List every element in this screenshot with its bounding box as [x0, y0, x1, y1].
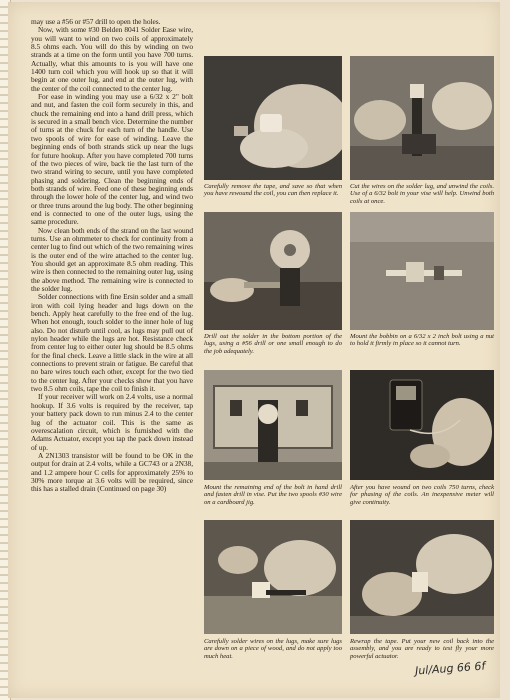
caption: Mount the remaining end of the bolt in hand drill and fasten drill in vise. Put the two spools #30 wire on a cardboard jig. [204, 484, 342, 506]
caption: Carefully solder wires on the lugs, make sure lugs are down on a piece of wood, and do not apply too much heat. [204, 638, 342, 660]
caption: After you have wound on two coils 750 turns, check for phasing of the coils. An inexpensive meter will give continuity. [350, 484, 494, 506]
photo-drill-out-solder [204, 212, 342, 330]
photo-rewrap-tape [350, 520, 494, 634]
article-paragraph: If your receiver will work on 2.4 volts, use a normal hookup. If 3.6 volts is required by the receiver, tap your battery pack down to run minus 2.4 to the center lug of the actuator coil. This is the same as overescalation circuit, which is furnished with the Adams Actuator, except you tap the pack down instead of up. [31, 392, 193, 452]
article-text-column [31, 18, 193, 494]
photo-cut-wires [350, 56, 494, 180]
photo-remove-tape [204, 56, 342, 180]
caption: Mount the bobbin on a 6/32 x 2 inch bolt using a nut to hold it firmly in place so it cannot turn. [350, 333, 494, 348]
photo-mount-bobbin [350, 212, 494, 330]
article-paragraph: Now, with some #30 Belden 8041 Solder Ease wire, you will want to wind on two coils of approximately 8.5 ohms each. You will do this by winding on two strands at a time on the form until you have 700 turns. Actually, what this amounts to is you will have one 1400 turn coil which you will hook up so that it will begin at one outer lug, and end at the outer lug, with the center of the coil connected to the center lug. [31, 25, 193, 93]
caption: Rewrap the tape. Put your new coil back into the assembly, and you are ready to test fly your more powerful actuator. [350, 638, 494, 660]
article-paragraph: Now clean both ends of the strand on the last wound turns. Use an ohmmeter to check for continuity from a center lug to find out which of the two remaining wires is the outer end of the wire attached to the center lug. You should get an approximate 8.5 ohm reading. This wire is then connected to the remaining outer lug, using the above method. The remaining wire is connected to the solder lug. [31, 225, 193, 293]
article-paragraph: Solder connections with fine Ersin solder and a small iron with coil lying header and lugs down on the bench. Apply heat carefully to the free end of the lug. When hot enough, touch solder to the inner hole of lug also. Do not disturb until cool, as lugs may pull out of nylon header while the lugs are hot. Resistance check from center lug to either outer lug should be 8.5 ohms for the final check. Leave a little slack in the wire at all connections to prevent strain or fatigue. Be careful that no bare wires touch each other, except for the two tied to the center lug. After your checks show that you have two 8.5 ohm coils, tape the coil to finish it. [31, 292, 193, 394]
article-paragraph: For ease in winding you may use a 6/32 x 2" bolt and nut, and fasten the coil form securely in this, and chuck the remaining end into a hand drill press, which is secured in a small bench vice. Determine the number of turns at the chuck for each turn of the handle. Use two spools of wire for ease of winding. Leave the beginning ends of both strands stick up near the lugs for future hookup. After you have completed 700 turns of the two pieces of wire, back tie the last turn of the two strand wiring to secure, until you have completed phasing and soldering. Clean the beginning ends of both strands of wire. Feed one of these beginning ends through the lower hole of the center lug, and wind two or three truns around the lug body. The other beginning end is connected to one of the outer lugs, using the same procedure. [31, 92, 193, 227]
article-paragraph: may use a #56 or #57 drill to open the holes. [31, 17, 161, 26]
article-paragraph: A 2N1303 transistor will be found to be OK in the output for drain at 2.4 volts, while a GC743 or a 2N38, and 1.2 ampere hour C cells for approximately 25% to 30% more torque at 3.6 volts will be required, since this has a stalled drain (Continued on page 30) [31, 450, 193, 494]
photo-solder-wires [204, 520, 342, 634]
photo-mount-bolt-in-drill [204, 370, 342, 480]
caption: Cut the wires on the solder lug, and unwind the coils. Use of a 6/32 bolt in your vise will help. Unwind both coils at once. [350, 183, 494, 205]
caption: Drill out the solder in the bottom portion of the lugs, using a #56 drill or one small enough to do the job adequately. [204, 333, 342, 355]
photo-check-phasing-meter [350, 370, 494, 480]
handwritten-date-annotation: Jul/Aug 66 6f [414, 659, 486, 678]
caption: Carefully remove the tape, and save so that when you have rewound the coil, you can then replace it. [204, 183, 342, 198]
